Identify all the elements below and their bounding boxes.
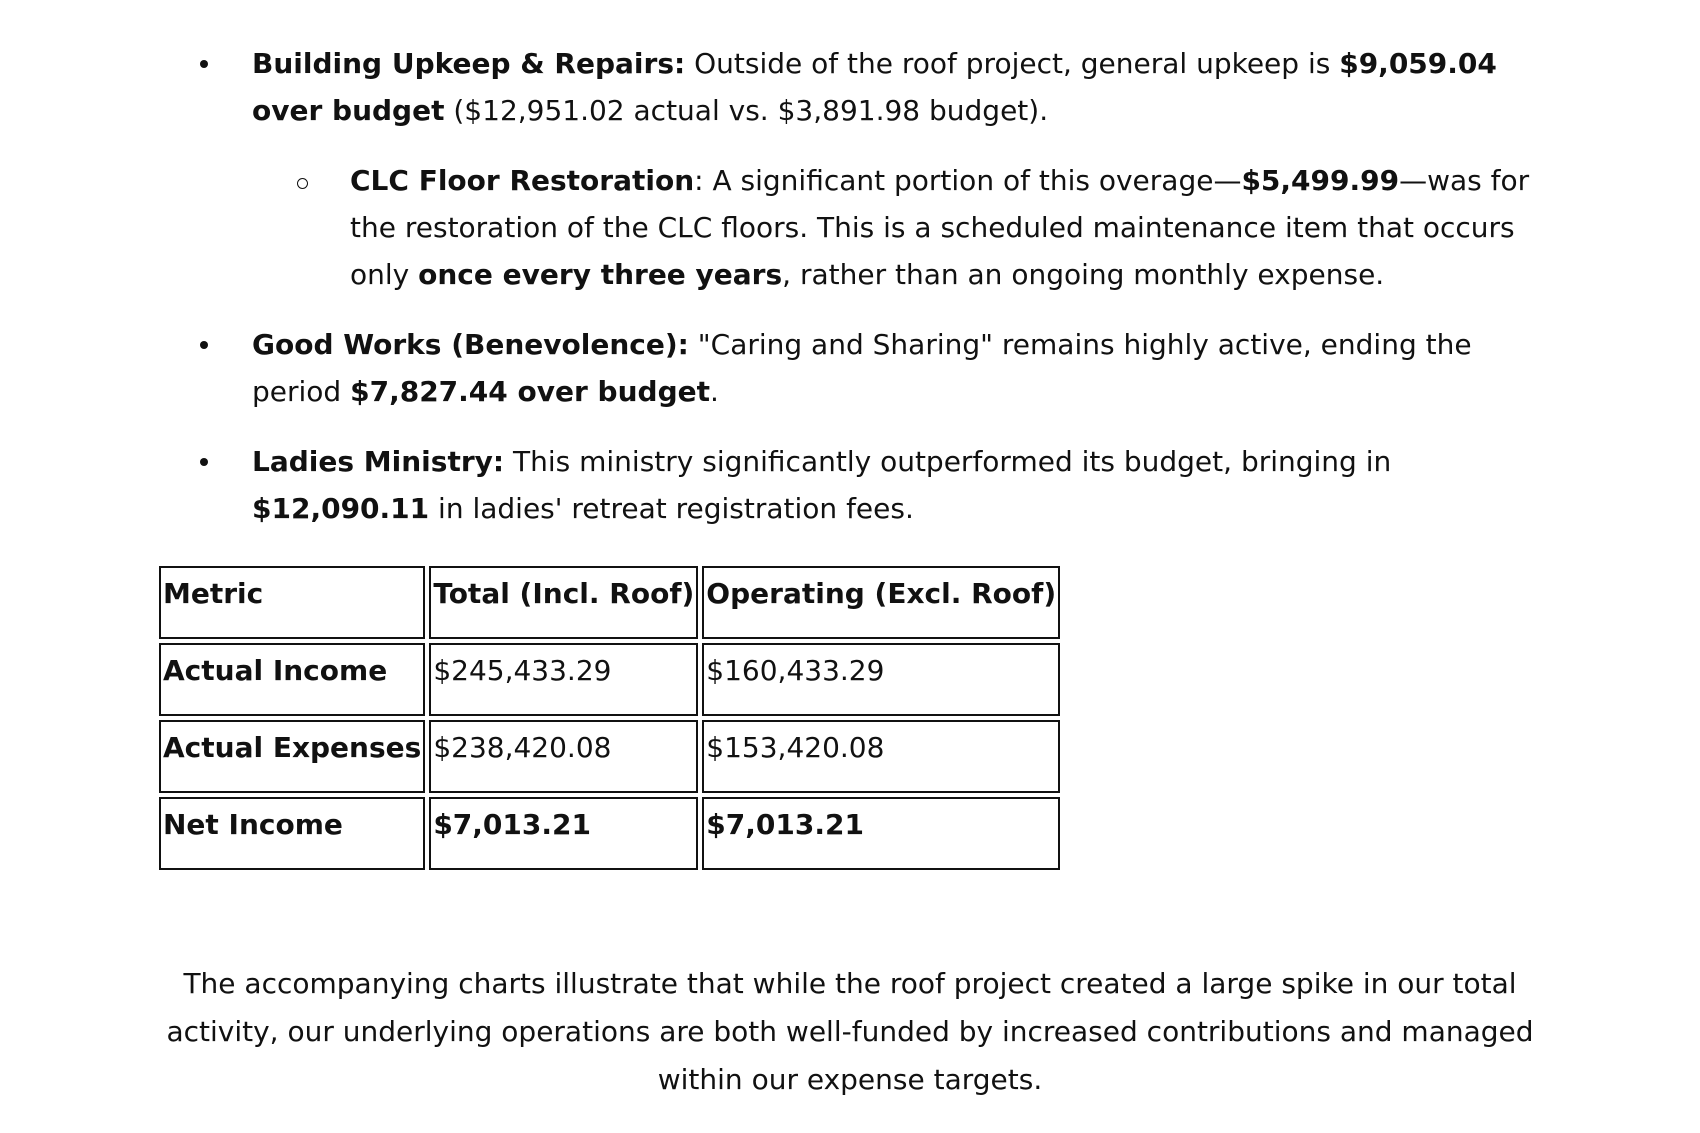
bullet-dot-icon: [200, 458, 208, 466]
bullet-text: This ministry significantly outperformed its budget, bringing in: [504, 445, 1392, 478]
summary-paragraph: The accompanying charts illustrate that while the roof project created a large spike in our total activity, our underlying operations are both well-funded by increased contributions and managed within our expense targets.: [166, 967, 1534, 1096]
table-cell-total: $7,013.21: [429, 797, 698, 870]
table-cell-metric: Actual Income: [159, 643, 425, 716]
bullet-ladies-ministry: [155, 438, 1555, 532]
bullet-label: Building Upkeep & Repairs:: [252, 47, 686, 80]
table-cell-operating: $160,433.29: [702, 643, 1060, 716]
bullet-list: [155, 40, 1555, 555]
table-header-cell: Total (Incl. Roof): [429, 566, 698, 639]
bullet-label: Ladies Ministry:: [252, 445, 505, 478]
bullet-text: ($12,951.02 actual vs. $3,891.98 budget).: [444, 94, 1049, 127]
bullet-text: "Caring and Sharing" remains highly active, ending the period: [252, 328, 1472, 408]
bullet-label: Good Works (Benevolence):: [252, 328, 689, 361]
bullet-emphasis: $12,090.11: [252, 492, 430, 525]
bullet-text: in ladies' retreat registration fees.: [429, 492, 914, 525]
bullet-building-upkeep: [155, 40, 1555, 134]
table-header-cell: Operating (Excl. Roof): [702, 566, 1060, 639]
table-cell-operating: $153,420.08: [702, 720, 1060, 793]
table-cell-operating: $7,013.21: [702, 797, 1060, 870]
table-cell-total: $245,433.29: [429, 643, 698, 716]
table-row: [159, 797, 1060, 870]
subbullet-amount: $5,499.99: [1241, 164, 1400, 197]
subbullet-circle-icon: [297, 178, 308, 189]
bullet-text: .: [709, 375, 719, 408]
table-header-row: [159, 566, 1060, 639]
subbullet-text: , rather than an ongoing monthly expense.: [782, 258, 1385, 291]
table-row: [159, 720, 1060, 793]
metrics-table: [155, 562, 1064, 874]
table-row: [159, 643, 1060, 716]
bullet-text: Outside of the roof project, general upkeep is: [685, 47, 1340, 80]
subbullet-clc-floor: [155, 157, 1555, 298]
bullet-good-works: [155, 321, 1555, 415]
bullet-emphasis: $7,827.44 over budget: [350, 375, 710, 408]
bullet-dot-icon: [200, 60, 208, 68]
bullet-emphasis: $9,059.04 over budget: [252, 47, 1497, 127]
subbullet-label: CLC Floor Restoration: [350, 164, 695, 197]
bullet-dot-icon: [200, 341, 208, 349]
subbullet-text: —was for the restoration of the CLC floors. This is a scheduled maintenance item that occurs only: [350, 164, 1530, 291]
subbullet-text: : A significant portion of this overage—: [694, 164, 1242, 197]
table-header-cell: Metric: [159, 566, 425, 639]
table-cell-metric: Actual Expenses: [159, 720, 425, 793]
table-cell-total: $238,420.08: [429, 720, 698, 793]
table-cell-metric: Net Income: [159, 797, 425, 870]
subbullet-frequency: once every three years: [418, 258, 783, 291]
